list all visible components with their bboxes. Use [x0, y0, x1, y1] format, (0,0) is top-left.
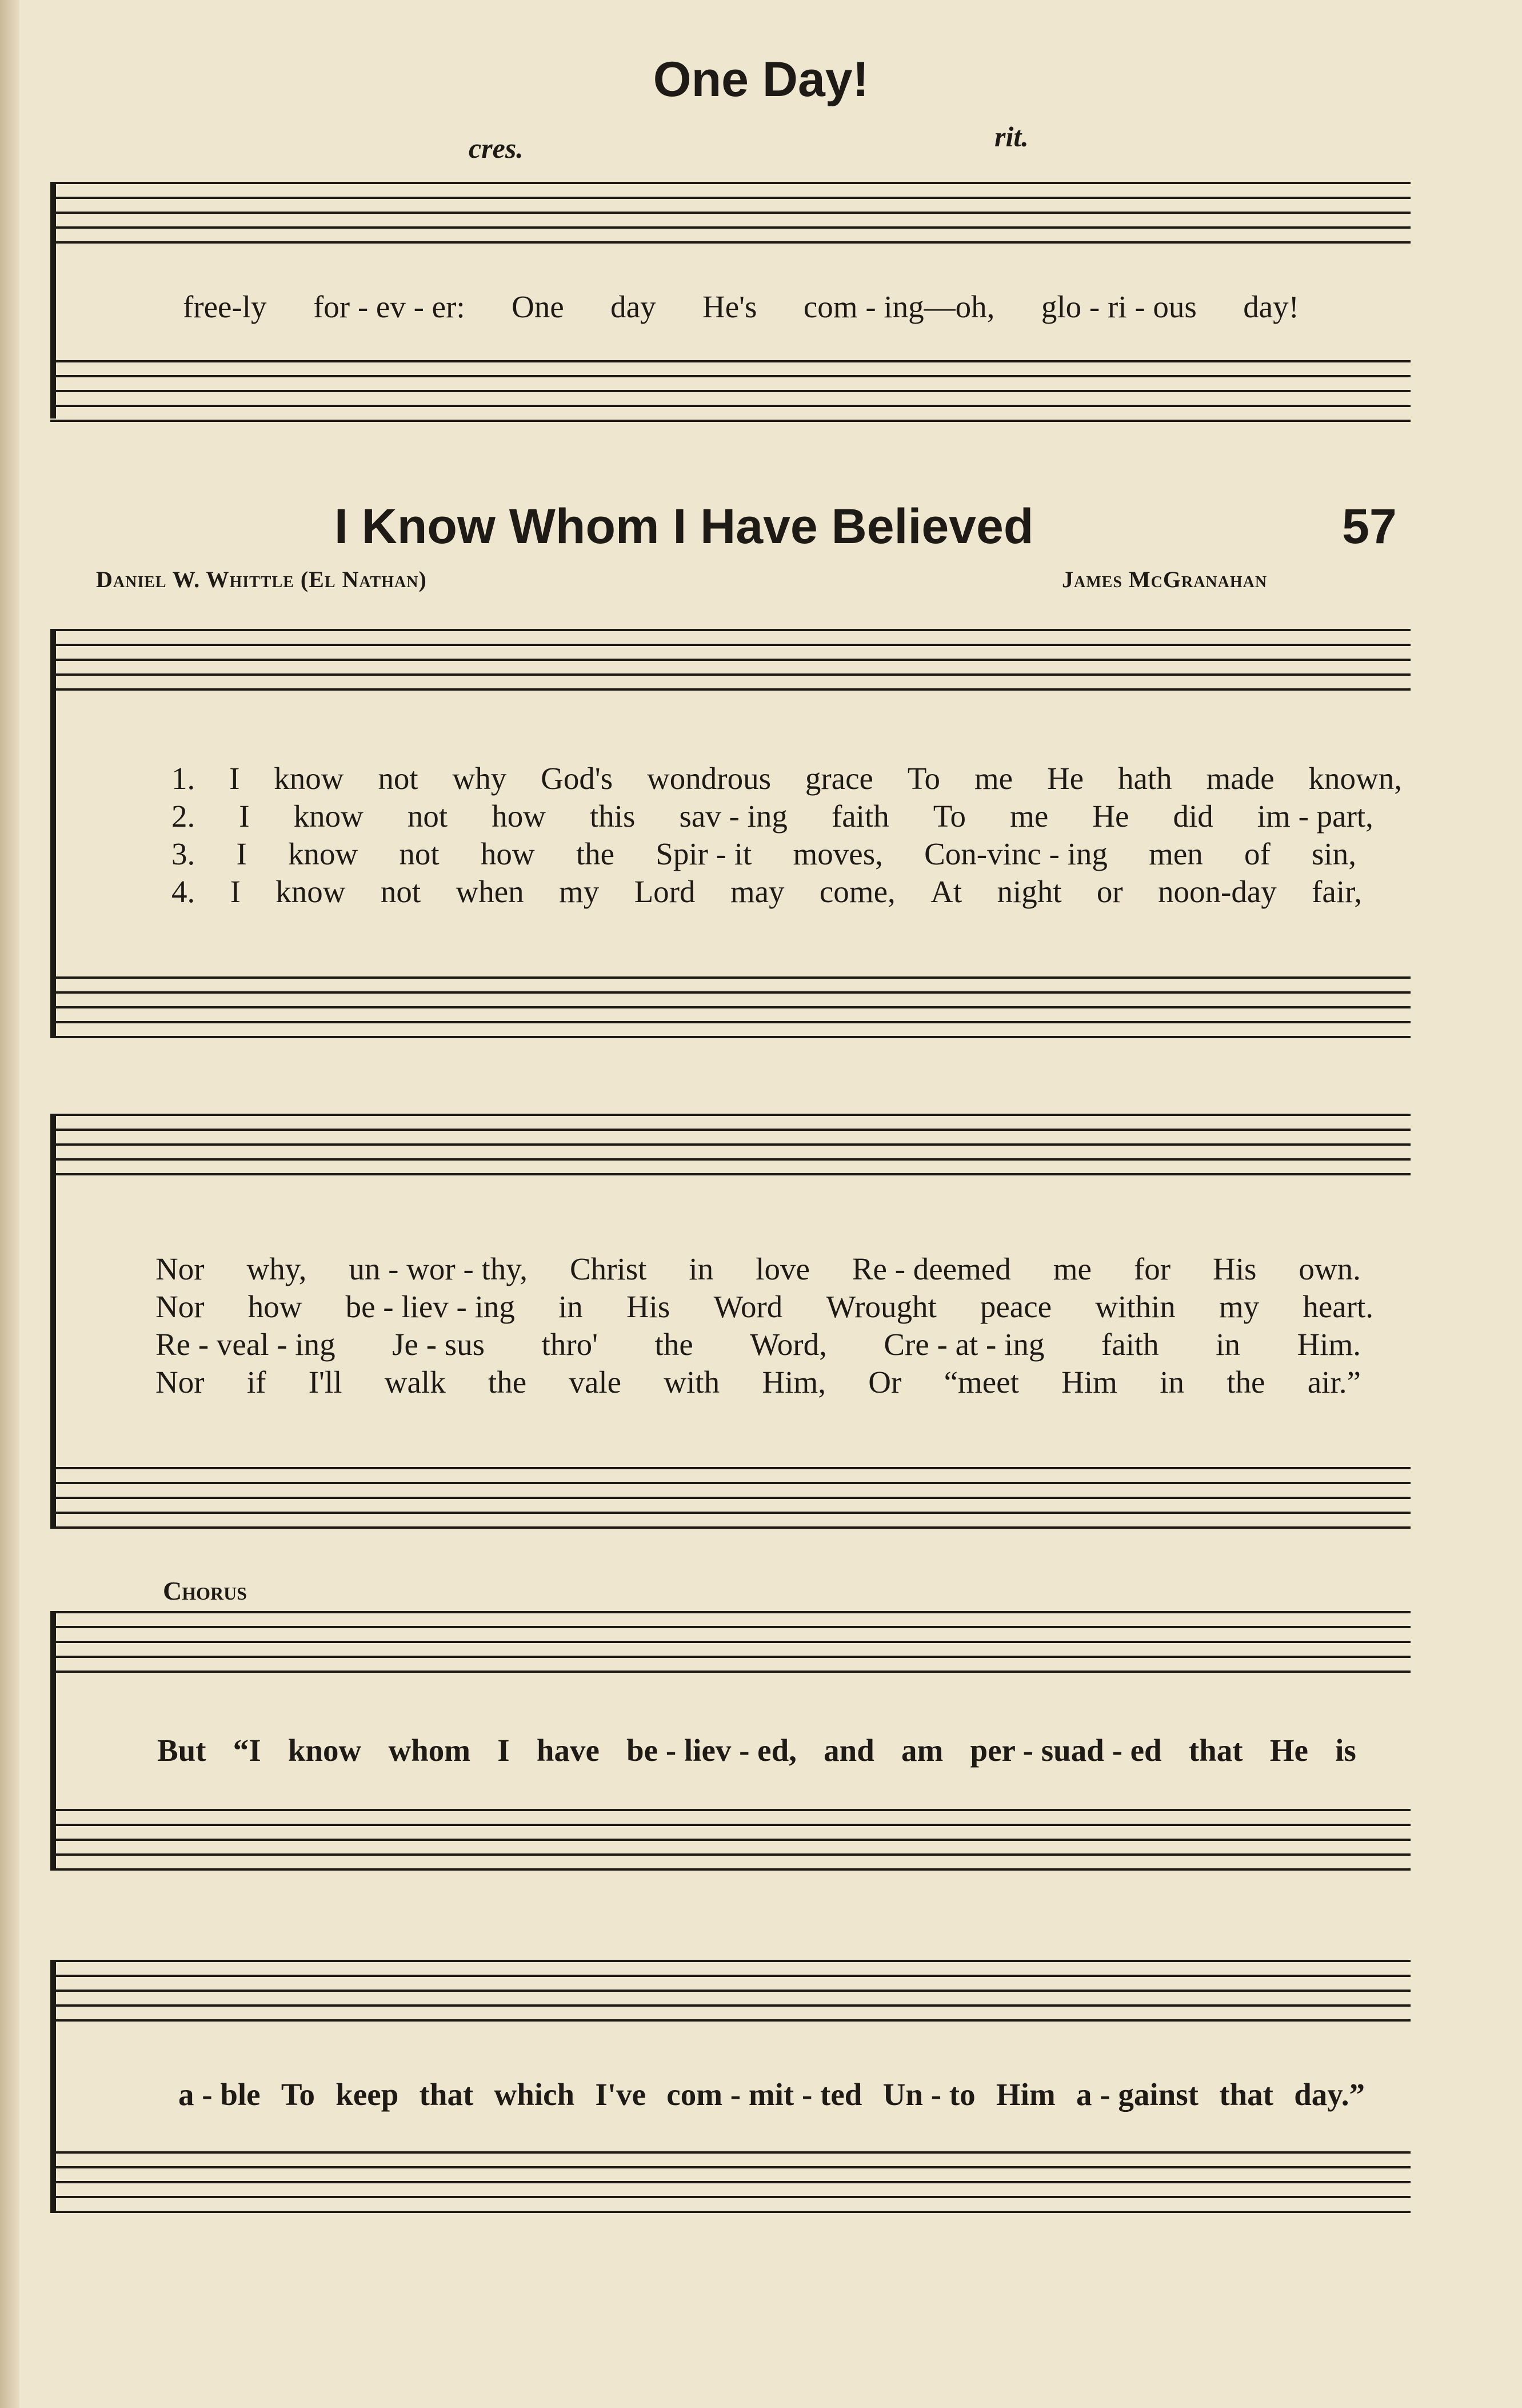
- verse-4-line-a: [171, 874, 1362, 910]
- lyric-word: may: [730, 874, 785, 909]
- lyric-word: sin,: [1312, 836, 1356, 871]
- lyric-word: His: [1213, 1251, 1257, 1286]
- lyric-word: He: [1092, 799, 1129, 834]
- lyric-word: or: [1096, 874, 1123, 909]
- lyric-word: Word: [713, 1289, 783, 1324]
- lyric-word: night: [997, 874, 1062, 909]
- lyric-word: Him: [1061, 1365, 1117, 1400]
- lyric-word: come,: [819, 874, 896, 909]
- lyric-word: God's: [541, 761, 613, 796]
- lyric-word: my: [1219, 1289, 1260, 1324]
- lyric-word: faith: [1101, 1327, 1159, 1362]
- lyric-word: Lord: [634, 874, 696, 909]
- verse-4-line-b: [155, 1364, 1361, 1400]
- lyric-word: me: [974, 761, 1013, 796]
- lyric-word: know: [293, 799, 363, 834]
- lyric-word: noon-day: [1158, 874, 1277, 909]
- lyric-word: One: [512, 289, 564, 324]
- lyric-word: Nor: [155, 1365, 205, 1400]
- lyric-word: love: [756, 1251, 810, 1286]
- verse-3-line-a: [171, 836, 1356, 872]
- chorus-line-b: [178, 2076, 1365, 2112]
- lyric-word: is: [1335, 1733, 1356, 1768]
- lyric-word: He: [1046, 761, 1084, 796]
- lyric-word: that: [1188, 1733, 1243, 1768]
- lyric-word: Him,: [762, 1365, 826, 1400]
- lyric-word: for - ev - er:: [313, 289, 465, 324]
- lyric-word: walk: [384, 1365, 446, 1400]
- lyric-word: this: [589, 799, 636, 834]
- lyric-word: day: [610, 289, 656, 324]
- lyric-word: Him: [996, 2077, 1056, 2112]
- lyric-word: air.”: [1307, 1365, 1361, 1400]
- lyric-word: To: [281, 2077, 315, 2112]
- lyric-word: me: [1053, 1251, 1092, 1286]
- prev-hymn-title: One Day!: [653, 52, 869, 107]
- lyric-word: I've: [595, 2077, 646, 2112]
- system-brace-line: [50, 183, 56, 418]
- staff-lines: [50, 350, 1411, 430]
- verse-3-line-b: [155, 1326, 1361, 1362]
- lyric-word: Nor: [155, 1289, 205, 1324]
- lyric-word: men: [1149, 836, 1203, 871]
- prev-hymn-lyric-line: [183, 289, 1299, 325]
- lyric-word: how: [480, 836, 535, 871]
- treble-staff-3: [50, 1601, 1411, 1681]
- music-credit: James McGranahan: [1062, 567, 1268, 592]
- lyric-word: did: [1173, 799, 1213, 834]
- lyric-word: im - part,: [1257, 799, 1373, 834]
- lyric-word: I'll: [308, 1365, 342, 1400]
- lyric-word: To: [907, 761, 941, 796]
- prev-bass-staff: [50, 350, 1411, 430]
- lyric-word: I: [239, 799, 250, 834]
- lyric-word: Word,: [750, 1327, 827, 1362]
- system-brace-line: [50, 1612, 56, 1869]
- lyric-word: know: [274, 761, 344, 796]
- bass-staff-3: [50, 1799, 1411, 1879]
- lyric-word: me: [1010, 799, 1049, 834]
- lyric-word: known,: [1308, 761, 1402, 796]
- lyric-word: the: [1227, 1365, 1265, 1400]
- lyric-word: my: [558, 874, 600, 909]
- lyric-word: hath: [1117, 761, 1172, 796]
- treble-staff-4: [50, 1949, 1411, 2030]
- lyric-word: com - mit - ted: [666, 2077, 862, 2112]
- lyric-word: keep: [335, 2077, 399, 2112]
- lyric-word: Cre - at - ing: [884, 1327, 1045, 1362]
- lyric-word: how: [247, 1289, 302, 1324]
- lyric-word: 1.: [171, 761, 195, 796]
- dynamic-rit: rit.: [994, 121, 1029, 153]
- system-brace-line: [50, 1115, 56, 1528]
- lyric-word: not: [380, 874, 421, 909]
- lyric-word: I: [229, 761, 240, 796]
- lyric-word: a - gainst: [1076, 2077, 1199, 2112]
- verse-2-line-a: [171, 798, 1373, 834]
- treble-staff-1: [50, 619, 1411, 699]
- lyric-word: Je - sus: [392, 1327, 485, 1362]
- lyric-word: “I: [233, 1733, 261, 1768]
- lyric-word: Re - veal - ing: [155, 1327, 335, 1362]
- lyric-word: I: [497, 1733, 510, 1768]
- lyric-word: am: [901, 1733, 944, 1768]
- lyric-word: “meet: [944, 1365, 1019, 1400]
- lyric-word: faith: [831, 799, 889, 834]
- lyric-word: He's: [702, 289, 757, 324]
- lyric-word: His: [626, 1289, 670, 1324]
- lyric-word: To: [933, 799, 966, 834]
- lyric-word: in: [558, 1289, 583, 1324]
- lyric-word: made: [1206, 761, 1275, 796]
- lyric-word: the: [654, 1327, 693, 1362]
- lyric-word: vale: [569, 1365, 622, 1400]
- lyric-word: glo - ri - ous: [1041, 289, 1197, 324]
- staff-lines: [50, 1799, 1411, 1879]
- lyric-word: Un - to: [882, 2077, 976, 2112]
- staff-lines: [50, 1103, 1411, 1183]
- lyric-word: if: [246, 1365, 266, 1400]
- lyric-word: free-ly: [183, 289, 267, 324]
- lyric-word: day.”: [1294, 2077, 1365, 2112]
- staff-lines: [50, 1601, 1411, 1681]
- lyric-word: within: [1095, 1289, 1176, 1324]
- words-credit: Daniel W. Whittle (El Nathan): [96, 567, 427, 592]
- lyric-word: a - ble: [178, 2077, 261, 2112]
- lyric-word: own.: [1299, 1251, 1361, 1286]
- lyric-word: know: [287, 836, 358, 871]
- lyric-word: be - liev - ing: [345, 1289, 515, 1324]
- lyric-word: At: [930, 874, 962, 909]
- lyric-word: heart.: [1303, 1289, 1373, 1324]
- lyric-word: 2.: [171, 799, 195, 834]
- system-brace-line: [50, 1961, 56, 2212]
- lyric-word: not: [407, 799, 448, 834]
- lyric-word: which: [494, 2077, 575, 2112]
- lyric-word: whom: [388, 1733, 471, 1768]
- staff-lines: [50, 1457, 1411, 1537]
- dynamic-cres: cres.: [469, 132, 524, 164]
- lyric-word: not: [378, 761, 418, 796]
- lyric-word: when: [456, 874, 524, 909]
- lyric-word: for: [1133, 1251, 1171, 1286]
- lyric-word: Or: [868, 1365, 902, 1400]
- lyric-word: un - wor - thy,: [349, 1251, 528, 1286]
- lyric-word: wondrous: [647, 761, 771, 796]
- lyric-word: why: [452, 761, 507, 796]
- lyric-word: thro': [541, 1327, 598, 1362]
- treble-staff-2: [50, 1103, 1411, 1183]
- lyric-word: Him.: [1297, 1327, 1361, 1362]
- lyric-word: He: [1269, 1733, 1308, 1768]
- lyric-word: day!: [1243, 289, 1299, 324]
- chorus-line-a: [157, 1732, 1356, 1768]
- staff-lines: [50, 619, 1411, 699]
- staff-lines: [50, 172, 1411, 252]
- system-brace-line: [50, 630, 56, 1037]
- lyric-word: of: [1244, 836, 1271, 871]
- hymn-title: I Know Whom I Have Believed: [334, 499, 1034, 554]
- bass-staff-1: [50, 966, 1411, 1046]
- lyric-word: peace: [980, 1289, 1052, 1324]
- lyric-word: Spir - it: [656, 836, 752, 871]
- lyric-word: But: [157, 1733, 206, 1768]
- verse-1-line-b: [155, 1251, 1361, 1287]
- lyric-word: com - ing—oh,: [803, 289, 995, 324]
- lyric-word: moves,: [793, 836, 883, 871]
- lyric-word: 3.: [171, 836, 195, 871]
- verse-1-line-a: [171, 760, 1402, 796]
- bass-staff-4: [50, 2141, 1411, 2221]
- lyric-word: 4.: [171, 874, 195, 909]
- lyric-word: in: [1216, 1327, 1240, 1362]
- verse-2-line-b: [155, 1289, 1373, 1325]
- lyric-word: the: [576, 836, 615, 871]
- lyric-word: per - suad - ed: [970, 1733, 1162, 1768]
- staff-lines: [50, 1949, 1411, 2030]
- lyric-word: Christ: [569, 1251, 647, 1286]
- lyric-word: and: [824, 1733, 874, 1768]
- lyric-word: that: [419, 2077, 474, 2112]
- lyric-word: Nor: [155, 1251, 205, 1286]
- page-gutter: [0, 0, 19, 2408]
- lyric-word: grace: [805, 761, 873, 796]
- lyric-word: in: [1160, 1365, 1184, 1400]
- lyric-word: why,: [246, 1251, 307, 1286]
- lyric-word: I: [230, 874, 241, 909]
- lyric-word: Wrought: [826, 1289, 937, 1324]
- lyric-word: with: [664, 1365, 720, 1400]
- lyric-word: how: [492, 799, 546, 834]
- lyric-word: that: [1219, 2077, 1273, 2112]
- prev-treble-staff: [50, 172, 1411, 252]
- lyric-word: know: [287, 1733, 362, 1768]
- lyric-word: be - liev - ed,: [626, 1733, 797, 1768]
- staff-lines: [50, 966, 1411, 1046]
- lyric-word: in: [689, 1251, 714, 1286]
- lyric-word: Re - deemed: [852, 1251, 1011, 1286]
- lyric-word: not: [399, 836, 440, 871]
- lyric-word: I: [236, 836, 247, 871]
- lyric-word: sav - ing: [679, 799, 788, 834]
- bass-staff-2: [50, 1457, 1411, 1537]
- chorus-label: Chorus: [163, 1576, 247, 1605]
- lyric-word: fair,: [1312, 874, 1362, 909]
- lyric-word: have: [536, 1733, 600, 1768]
- lyric-word: Con-vinc - ing: [924, 836, 1108, 871]
- lyric-word: the: [488, 1365, 527, 1400]
- hymn-number: 57: [1342, 499, 1397, 554]
- staff-lines: [50, 2141, 1411, 2221]
- lyric-word: know: [275, 874, 346, 909]
